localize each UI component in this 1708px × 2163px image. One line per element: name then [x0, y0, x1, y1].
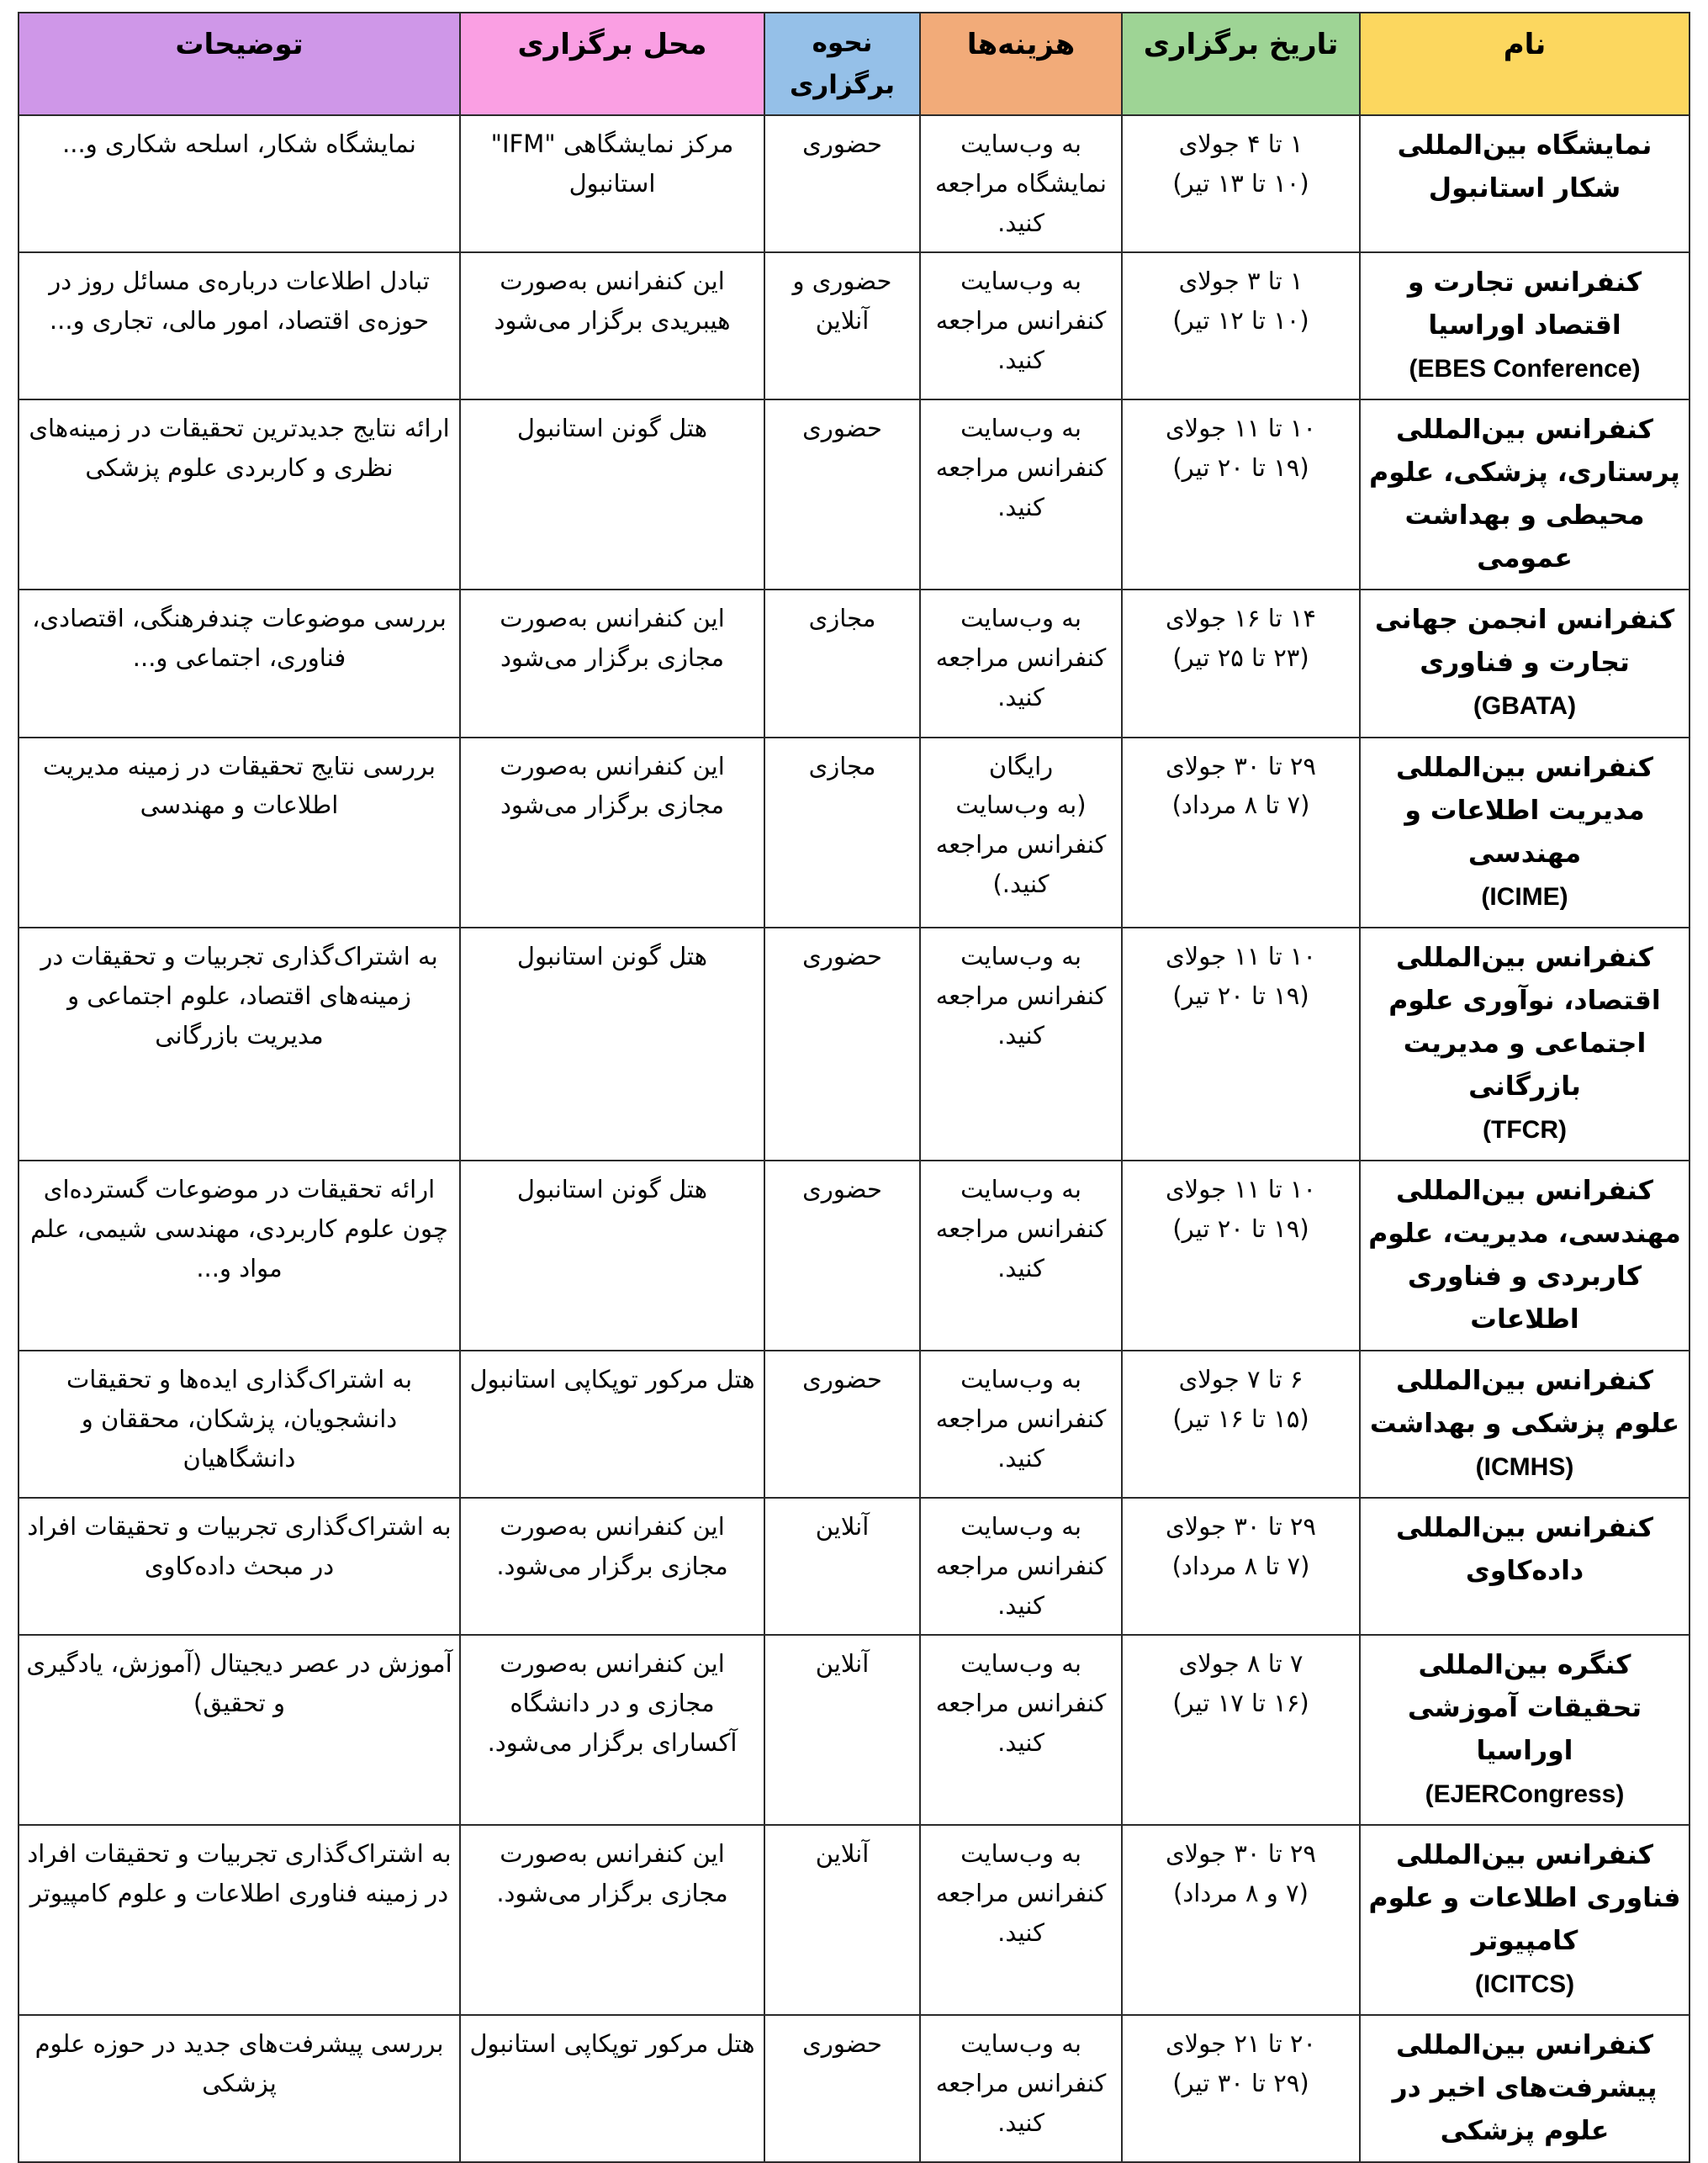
cell-name: کنفرانس بین‌المللی داده‌کاوی [1360, 1498, 1689, 1635]
cell-date: ۱۰ تا ۱۱ جولای (۱۹ تا ۲۰ تیر) [1122, 399, 1360, 590]
cell-desc: نمایشگاه شکار، اسلحه شکاری و... [19, 115, 460, 252]
cell-desc: بررسی نتایج تحقیقات در زمینه مدیریت اطلاعات و مهندسی [19, 738, 460, 928]
cell-desc: بررسی موضوعات چندفرهنگی، اقتصادی، فناوری، اجتماعی و... [19, 590, 460, 737]
cell-date: ۲۹ تا ۳۰ جولای (۷ تا ۸ مرداد) [1122, 738, 1360, 928]
cell-cost: به وب‌سایت کنفرانس مراجعه کنید. [920, 1351, 1122, 1498]
table-row [19, 928, 1689, 1161]
cell-mode: حضوری [764, 2015, 920, 2162]
table-row [19, 1161, 1689, 1351]
cell-cost: به وب‌سایت کنفرانس مراجعه کنید. [920, 399, 1122, 590]
table-row [19, 252, 1689, 399]
cell-venue: هتل گونن استانبول [460, 928, 764, 1161]
acronym-label: (TFCR) [1483, 1115, 1567, 1144]
cell-mode: آنلاین [764, 1825, 920, 2015]
cell-desc: ارائه تحقیقات در موضوعات گسترده‌ای چون علوم کاربردی، مهندسی شیمی، علم مواد و... [19, 1161, 460, 1351]
column-header-name: نام [1360, 13, 1689, 115]
cell-cost: به وب‌سایت کنفرانس مراجعه کنید. [920, 928, 1122, 1161]
column-header-cost: هزینه‌ها [920, 13, 1122, 115]
cell-desc: آموزش در عصر دیجیتال (آموزش، یادگیری و تحقیق) [19, 1635, 460, 1825]
cell-date: ۱۰ تا ۱۱ جولای (۱۹ تا ۲۰ تیر) [1122, 928, 1360, 1161]
cell-mode: حضوری [764, 399, 920, 590]
table-row [19, 590, 1689, 737]
table-row [19, 1635, 1689, 1825]
cell-date: ۲۹ تا ۳۰ جولای (۷ و ۸ مرداد) [1122, 1825, 1360, 2015]
cell-mode: مجازی [764, 738, 920, 928]
table-row [19, 1498, 1689, 1635]
cell-desc: بررسی پیشرفت‌های جدید در حوزه علوم پزشکی [19, 2015, 460, 2162]
cell-mode: حضوری و آنلاین [764, 252, 920, 399]
column-header-date: تاریخ برگزاری [1122, 13, 1360, 115]
cell-venue: این کنفرانس به‌صورت مجازی برگزار می‌شود [460, 590, 764, 737]
cell-name: نمایشگاه بین‌المللی شکار استانبول [1360, 115, 1689, 252]
cell-name: کنفرانس بین‌المللی اقتصاد، نوآوری علوم اجتماعی و مدیریت بازرگانی (TFCR) [1360, 928, 1689, 1161]
cell-desc: به اشتراک‌گذاری تجربیات و تحقیقات افراد در مبحث داده‌کاوی [19, 1498, 460, 1635]
cell-name: کنفرانس بین‌المللی علوم پزشکی و بهداشت (ICMHS) [1360, 1351, 1689, 1498]
cell-date: ۱ تا ۴ جولای (۱۰ تا ۱۳ تیر) [1122, 115, 1360, 252]
acronym-label: (EJERCongress) [1425, 1780, 1625, 1808]
cell-cost: به وب‌سایت کنفرانس مراجعه کنید. [920, 2015, 1122, 2162]
cell-mode: حضوری [764, 115, 920, 252]
table-row [19, 2015, 1689, 2162]
cell-date: ۲۹ تا ۳۰ جولای (۷ تا ۸ مرداد) [1122, 1498, 1360, 1635]
cell-cost: به وب‌سایت کنفرانس مراجعه کنید. [920, 1825, 1122, 2015]
header-row [19, 13, 1689, 115]
acronym-label: (GBATA) [1473, 692, 1577, 721]
cell-name: کنفرانس بین‌المللی پیشرفت‌های اخیر در علوم پزشکی [1360, 2015, 1689, 2162]
events-table [18, 12, 1690, 2163]
acronym-label: (ICIME) [1481, 882, 1568, 911]
cell-name: کنفرانس تجارت و اقتصاد اوراسیا (EBES Conference) [1360, 252, 1689, 399]
acronym-label: (ICITCS) [1474, 1970, 1575, 1998]
cell-venue: هتل گونن استانبول [460, 399, 764, 590]
cell-mode: حضوری [764, 1161, 920, 1351]
cell-cost: به وب‌سایت کنفرانس مراجعه کنید. [920, 1635, 1122, 1825]
cell-name: کنفرانس بین‌المللی فناوری اطلاعات و علوم کامپیوتر (ICITCS) [1360, 1825, 1689, 2015]
cell-venue: این کنفرانس به‌صورت مجازی برگزار می‌شود [460, 738, 764, 928]
cell-cost: به وب‌سایت نمایشگاه مراجعه کنید. [920, 115, 1122, 252]
cell-mode: حضوری [764, 1351, 920, 1498]
cell-venue: هتل مرکور توپکاپی استانبول [460, 2015, 764, 2162]
cell-date: ۲۰ تا ۲۱ جولای (۲۹ تا ۳۰ تیر) [1122, 2015, 1360, 2162]
cell-venue: مرکز نمایشگاهی "IFM" استانبول [460, 115, 764, 252]
table-row [19, 738, 1689, 928]
cell-desc: به اشتراک‌گذاری تجربیات و تحقیقات در زمینه‌های اقتصاد، علوم اجتماعی و مدیریت بازرگانی [19, 928, 460, 1161]
cell-venue: این کنفرانس به‌صورت مجازی برگزار می‌شود. [460, 1825, 764, 2015]
cell-venue: این کنفرانس به‌صورت مجازی برگزار می‌شود. [460, 1498, 764, 1635]
cell-date: ۶ تا ۷ جولای (۱۵ تا ۱۶ تیر) [1122, 1351, 1360, 1498]
cell-date: ۱۰ تا ۱۱ جولای (۱۹ تا ۲۰ تیر) [1122, 1161, 1360, 1351]
cell-desc: به اشتراک‌گذاری ایده‌ها و تحقیقات دانشجویان، پزشکان، محققان و دانشگاهیان [19, 1351, 460, 1498]
cell-name: کنگره بین‌المللی تحقیقات آموزشی اوراسیا (EJERCongress) [1360, 1635, 1689, 1825]
cell-venue: این کنفرانس به‌صورت مجازی و در دانشگاه آکسارای برگزار می‌شود. [460, 1635, 764, 1825]
table-row [19, 1825, 1689, 2015]
column-header-desc: توضیحات [19, 13, 460, 115]
column-header-mode: نحوه برگزاری [764, 13, 920, 115]
cell-date: ۷ تا ۸ جولای (۱۶ تا ۱۷ تیر) [1122, 1635, 1360, 1825]
cell-desc: تبادل اطلاعات درباره‌ی مسائل روز در حوزه‌ی اقتصاد، امور مالی، تجاری و... [19, 252, 460, 399]
table-header [19, 13, 1689, 115]
acronym-label: (ICMHS) [1475, 1452, 1574, 1481]
table-row [19, 115, 1689, 252]
cell-desc: به اشتراک‌گذاری تجربیات و تحقیقات افراد در زمینه فناوری اطلاعات و علوم کامپیوتر [19, 1825, 460, 2015]
acronym-label: (EBES Conference) [1409, 355, 1641, 383]
cell-mode: آنلاین [764, 1498, 920, 1635]
cell-cost: به وب‌سایت کنفرانس مراجعه کنید. [920, 1161, 1122, 1351]
table-row [19, 1351, 1689, 1498]
cell-cost: به وب‌سایت کنفرانس مراجعه کنید. [920, 1498, 1122, 1635]
cell-cost: رایگان (به وب‌سایت کنفرانس مراجعه کنید.) [920, 738, 1122, 928]
cell-venue: هتل مرکور توپکاپی استانبول [460, 1351, 764, 1498]
table-body [19, 115, 1689, 2161]
cell-desc: ارائه نتایج جدیدترین تحقیقات در زمینه‌های نظری و کاربردی علوم پزشکی [19, 399, 460, 590]
cell-name: کنفرانس بین‌المللی پرستاری، پزشکی، علوم محیطی و بهداشت عمومی [1360, 399, 1689, 590]
cell-mode: آنلاین [764, 1635, 920, 1825]
cell-venue: این کنفرانس به‌صورت هیبریدی برگزار می‌شود [460, 252, 764, 399]
cell-name: کنفرانس انجمن جهانی تجارت و فناوری (GBATA) [1360, 590, 1689, 737]
cell-cost: به وب‌سایت کنفرانس مراجعه کنید. [920, 590, 1122, 737]
cell-mode: مجازی [764, 590, 920, 737]
table-row [19, 399, 1689, 590]
cell-date: ۱۴ تا ۱۶ جولای (۲۳ تا ۲۵ تیر) [1122, 590, 1360, 737]
cell-name: کنفرانس بین‌المللی مهندسی، مدیریت، علوم کاربردی و فناوری اطلاعات [1360, 1161, 1689, 1351]
cell-venue: هتل گونن استانبول [460, 1161, 764, 1351]
cell-date: ۱ تا ۳ جولای (۱۰ تا ۱۲ تیر) [1122, 252, 1360, 399]
cell-cost: به وب‌سایت کنفرانس مراجعه کنید. [920, 252, 1122, 399]
cell-name: کنفرانس بین‌المللی مدیریت اطلاعات و مهندسی (ICIME) [1360, 738, 1689, 928]
column-header-venue: محل برگزاری [460, 13, 764, 115]
cell-mode: حضوری [764, 928, 920, 1161]
